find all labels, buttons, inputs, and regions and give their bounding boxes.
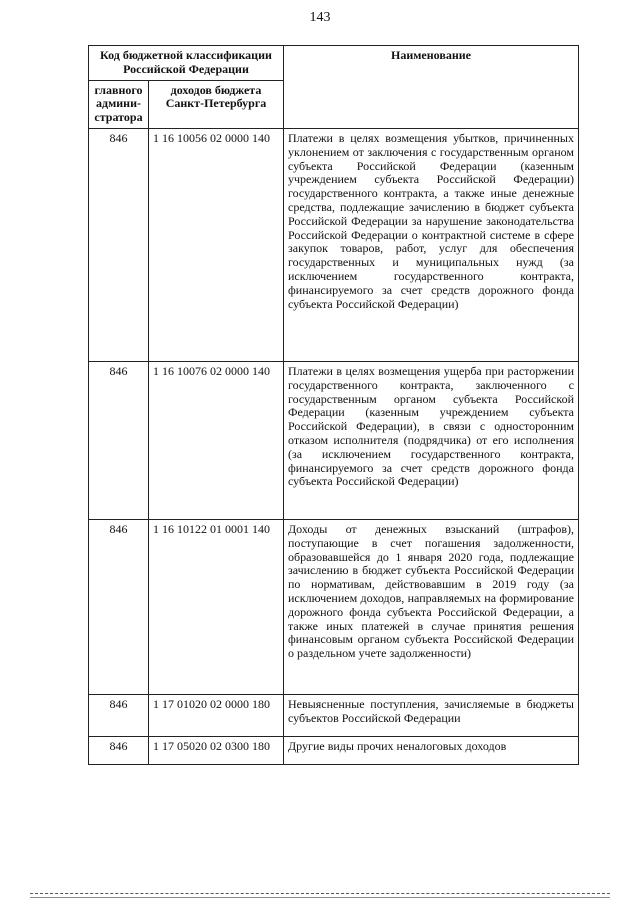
budget-classification-table: [88, 45, 579, 765]
revenue-name: Невыясненные поступления, зачисляемые в бюджеты субъектов Российской Федерации: [284, 694, 579, 736]
revenue-code: 1 17 05020 02 0300 180: [149, 736, 284, 764]
admin-code: 846: [89, 361, 149, 519]
page-number: 143: [309, 10, 331, 25]
admin-code: 846: [89, 736, 149, 764]
table-row: [89, 519, 579, 694]
revenue-code: 1 16 10122 01 0001 140: [149, 519, 284, 694]
header-revenue: доходов бюджета Санкт-Петербурга: [149, 80, 284, 128]
admin-code: 846: [89, 694, 149, 736]
header-code-group: Код бюджетной классификации Российской Федерации: [89, 46, 284, 81]
header-admin: главного админи-стратора: [89, 80, 149, 128]
revenue-name: Платежи в целях возмещения убытков, причиненных уклонением от заключения с государственным органом субъекта Российской Федерации (казенным учреждением субъекта Российской Федерации) государственного контракта, а также иные денежные средства, подлежащие зачислению в бюджет субъекта Российской Федерации за нарушение законодательства Российской Федерации о контрактной системе в сфере закупок товаров, работ, услуг для обеспечения государственных и муниципальных нужд (за исключением государственного контракта, финансируемого за счет средств дорожного фонда субъекта Российской Федерации): [284, 128, 579, 361]
table-row: [89, 361, 579, 519]
admin-code: 846: [89, 519, 149, 694]
table-header-row: [89, 46, 579, 81]
revenue-name: Другие виды прочих неналоговых доходов: [284, 736, 579, 764]
revenue-code: 1 16 10076 02 0000 140: [149, 361, 284, 519]
revenue-code: 1 16 10056 02 0000 140: [149, 128, 284, 361]
admin-code: 846: [89, 128, 149, 361]
footer-divider-secondary: [30, 897, 610, 898]
revenue-name: Доходы от денежных взысканий (штрафов), поступающие в счет погашения задолженности, образовавшейся до 1 января 2020 года, подлежащие зачислению в бюджет субъекта Российской Федерации по нормативам, действовавшим в 2019 году (за исключением доходов, направляемых на формирование дорожного фонда субъекта Российской Федерации, а также иных платежей в случае принятия решения финансовым органом субъекта Российской Федерации о раздельном учете задолженности): [284, 519, 579, 694]
table-row: [89, 128, 579, 361]
revenue-name: Платежи в целях возмещения ущерба при расторжении государственного контракта, заключенного с государственным органом субъекта Российской Федерации (казенным учреждением субъекта Российской Федерации), в связи с односторонним отказом исполнителя (подрядчика) от его исполнения (за исключением государственного контракта, финансируемого за счет средств дорожного фонда субъекта Российской Федерации): [284, 361, 579, 519]
table-row: [89, 694, 579, 736]
revenue-code: 1 17 01020 02 0000 180: [149, 694, 284, 736]
table-row: [89, 736, 579, 764]
header-name: Наименование: [284, 46, 579, 129]
footer-divider: [30, 893, 610, 894]
